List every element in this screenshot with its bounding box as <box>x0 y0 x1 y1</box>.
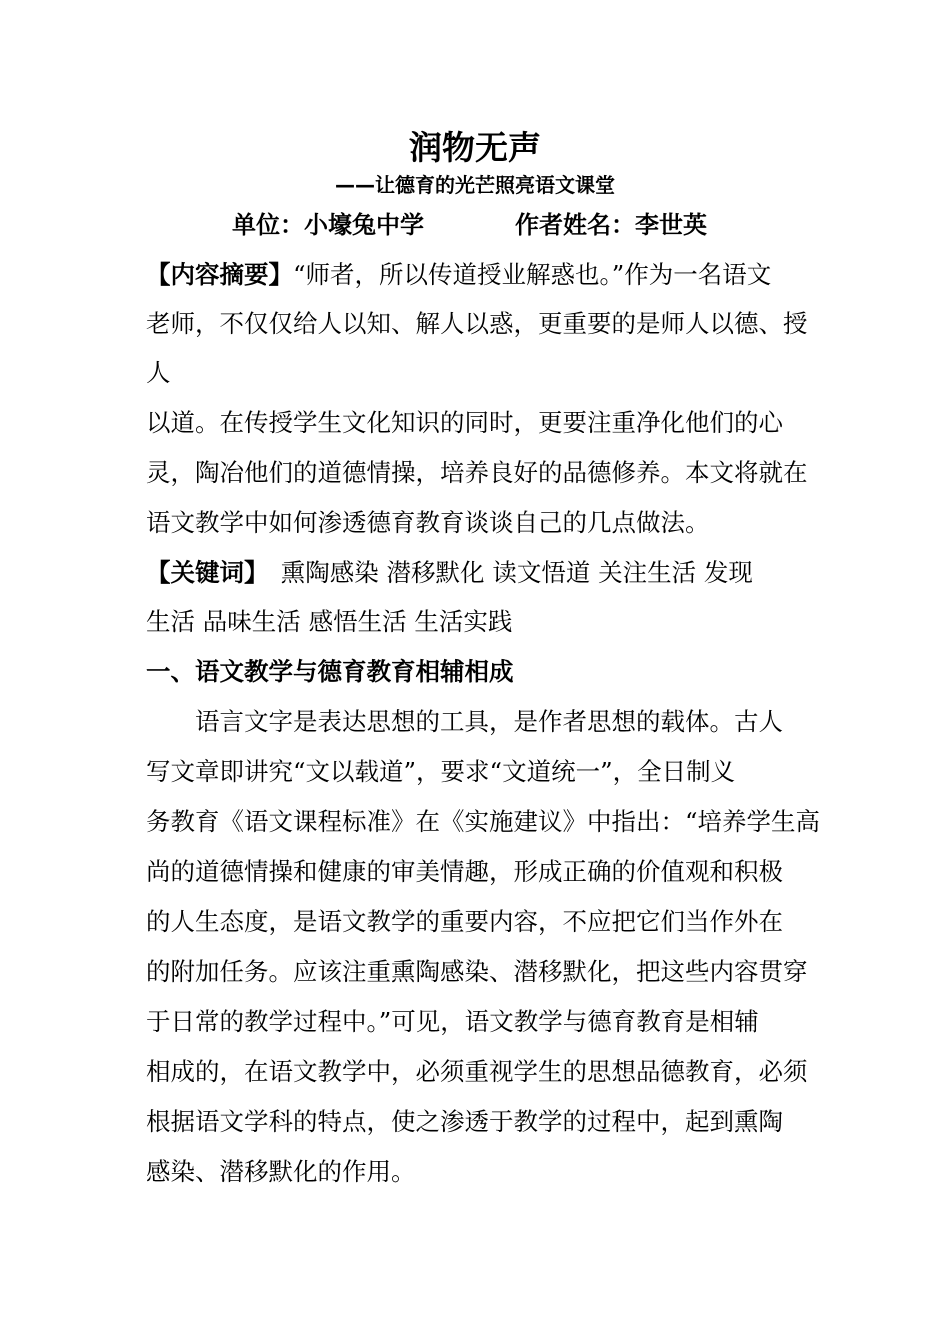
paragraph-line: 写文章即讲究“文以载道”，要求“文道统一”，全日制义 <box>146 757 736 786</box>
abstract-line: 人 <box>146 358 171 387</box>
section-heading: 一、语文教学与德育教育相辅相成 <box>146 657 514 686</box>
document-title: 润物无声 <box>409 128 541 167</box>
paragraph-line: 尚的道德情操和健康的审美情趣，形成正确的价值观和积极 <box>146 857 783 886</box>
abstract-text: “师者，所以传道授业解惑也。”作为一名语文 <box>293 260 772 289</box>
paragraph-line: 根据语文学科的特点，使之渗透于教学的过程中，起到熏陶 <box>146 1107 783 1136</box>
keywords-line <box>146 555 753 591</box>
document-subtitle: ——让德育的光芒照亮语文课堂 <box>335 173 615 197</box>
paragraph-line: 务教育《语文课程标准》在《实施建议》中指出：“培养学生高 <box>146 807 821 836</box>
paragraph-line: 感染、潜移默化的作用。 <box>146 1157 416 1186</box>
keywords-text: 熏陶感染 潜移默化 读文悟道 关注生活 发现 <box>256 558 753 587</box>
paragraph-line: 的人生态度，是语文教学的重要内容，不应把它们当作外在 <box>146 907 783 936</box>
paragraph-line: 相成的，在语文教学中，必须重视学生的思想品德教育，必须 <box>146 1057 808 1086</box>
abstract-label: 【内容摘要】 <box>146 260 293 289</box>
abstract-line: 灵，陶冶他们的道德情操，培养良好的品德修养。本文将就在 <box>146 458 808 487</box>
keywords-line: 生活 品味生活 感悟生活 生活实践 <box>146 607 513 636</box>
author-name: 作者姓名：李世英 <box>515 210 707 239</box>
abstract-line <box>146 257 771 293</box>
paragraph-line: 的附加任务。应该注重熏陶感染、潜移默化，把这些内容贯穿 <box>146 957 808 986</box>
paragraph-line: 于日常的教学过程中。”可见，语文教学与德育教育是相辅 <box>146 1007 759 1036</box>
abstract-line: 老师，不仅仅给人以知、解人以惑，更重要的是师人以德、授 <box>146 309 808 338</box>
abstract-line: 以道。在传授学生文化知识的同时，更要注重净化他们的心 <box>146 408 783 437</box>
author-unit: 单位：小壕兔中学 <box>232 210 424 239</box>
paragraph-line: 语言文字是表达思想的工具，是作者思想的载体。古人 <box>146 707 783 736</box>
abstract-line: 语文教学中如何渗透德育教育谈谈自己的几点做法。 <box>146 508 710 537</box>
keywords-label: 【关键词】 <box>146 558 257 587</box>
